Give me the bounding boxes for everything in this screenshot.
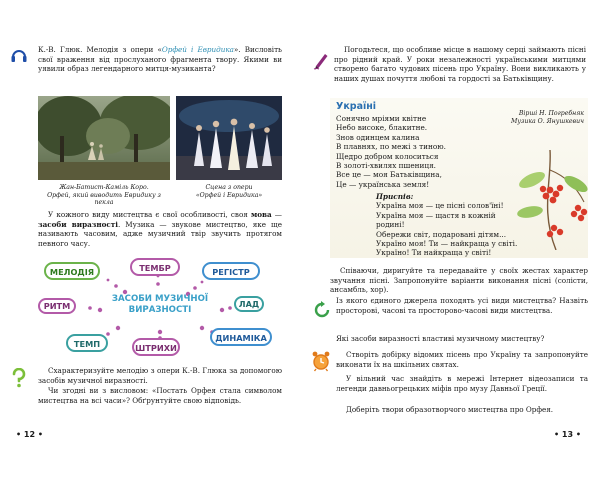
caption-painting-title: Орфей, який виводить Евридику з пекла [47, 191, 161, 207]
center-title-line1: ЗАСОБИ МУЗИЧНОЇ [111, 294, 209, 304]
right-task-3: Доберіть твори образотворчого мистецтва про Орфея. [346, 405, 554, 414]
intro-rest: ». Висловіть свої враження від прослуханого фрагмента твору. Якими ви уявили образ легендарного митця-музиканта? [38, 45, 282, 74]
left-task-2: Чи згодні ви з висловом: «Постать Орфея стала символом мистецтва на всі часи»? Обґрунтуйте свою відповідь. [38, 386, 282, 405]
right-question-2: Які засоби виразності властиві музичному мистецтву? [336, 334, 545, 343]
verse-line: Небо високе, блакитне. [336, 123, 428, 133]
right-task-1: Створіть добірку відомих пісень про Україну та запропонуйте виконати їх на шкільних святах. [336, 350, 588, 369]
chorus-line: Обережи світ, подаровані дітям... [376, 229, 507, 239]
bubble-timbre: ТЕМБР [130, 258, 180, 276]
bubble-tempo: ТЕМП [66, 334, 108, 352]
right-intro: Погодьтеся, що особливе місце в нашому серці займають пісні про рідний край. У роки незалежності українськими митцями створено багато чудових пісень про Україну. Вони викликають у наших душах почуття любові та гордості за Батьківщину. [334, 45, 586, 83]
left-paragraph: У кожного виду мистецтва є свої особливості, своя мова — засоби виразності. Музика — звукове мистецтво, яке ще називають часовим, адже музичний твір звучить протягом певного часу. [38, 210, 282, 248]
caption-opera [176, 184, 282, 199]
chorus-line: Україно! Ти найкраща у світі! [376, 248, 492, 258]
verse-line: Все це — моя Батьківщина, [336, 170, 442, 180]
bubble-mode: ЛАД [234, 296, 264, 312]
pen-icon [312, 50, 330, 70]
verse-line: Знов одинцем калина [336, 132, 420, 142]
verse-line: Щедро добром колоситься [336, 151, 439, 161]
right-task-2: У вільний час знайдіть в мережі Інтернет відеозаписи та легенди давньогрецьких міфів про музу Давньої Греції. [336, 374, 588, 393]
caption-opera-line2: «Орфей і Евридика» [195, 191, 263, 199]
verse-line: В плавнях, по межі з тиною. [336, 142, 446, 152]
bold-means: засоби виразності [38, 219, 118, 229]
right-page [300, 0, 600, 483]
song-verse [336, 114, 516, 189]
bubble-register: РЕГІСТР [202, 262, 260, 280]
verse-line: Це — українська земля! [336, 179, 430, 189]
bubble-melody: МЕЛОДІЯ [44, 262, 100, 280]
right-paragraph: Співаючи, диригуйте та передавайте у своїх жестах характер звучання пісні. Запропонуйте варіанти виконання пісні (солісти, ансамбль, хор). [330, 266, 588, 295]
right-page-number: • 13 • [554, 430, 581, 439]
corot-painting [38, 96, 170, 180]
caption-painting [38, 184, 170, 207]
verse-line: Сонячно мріями квітне [336, 114, 427, 123]
opera-title: Орфей і Евридика [161, 45, 234, 54]
bold-mova: мова [250, 210, 272, 219]
chorus-label: Приспів: [376, 192, 414, 201]
bubble-strokes: ШТРИХИ [132, 338, 180, 356]
intro-lead: К.-В. Глюк. Мелодія з опери « [38, 45, 162, 54]
bubble-dynamics: ДИНАМІКА [210, 328, 272, 346]
chorus-line: Україна моя — це пісні солов'їні! [376, 201, 504, 211]
song-title: Україні [336, 101, 377, 112]
alarm-clock-icon [311, 350, 331, 372]
left-intro [38, 45, 282, 74]
song-composer: Музика О. Янушкевич [511, 117, 584, 125]
chorus-line: Україно моя! Ти — найкраща у світі. [376, 239, 518, 249]
question-icon [11, 368, 27, 388]
chorus-line: Україна моя — щастя в кожній родині! [376, 210, 496, 230]
caption-painting-author: Жан-Батист-Каміль Коро. [59, 184, 149, 191]
headphones-icon [10, 46, 28, 64]
bubble-rhythm: РИТМ [38, 298, 76, 314]
center-title-line2: ВИРАЗНОСТІ [128, 304, 192, 315]
song-chorus [376, 192, 526, 258]
opera-scene-photo [176, 96, 282, 180]
song-lyricist: Вірші Н. Погребняк [518, 110, 584, 117]
right-question-1: Із якого єдиного джерела походять усі види мистецтва? Назвіть просторові, часові та просторово-часові види мистецтва. [336, 296, 588, 315]
left-page-number: • 12 • [16, 430, 43, 439]
left-task-1: Схарактеризуйте мелодію з опери К.-В. Глюка за допомогою засобів музичної виразності. [38, 366, 282, 385]
review-arrow-icon [312, 300, 332, 320]
caption-opera-line1: Сцена з опери [205, 184, 253, 191]
diagram-center-title [110, 294, 210, 315]
verse-line: В золоті-хвилях пшениця. [336, 161, 436, 171]
